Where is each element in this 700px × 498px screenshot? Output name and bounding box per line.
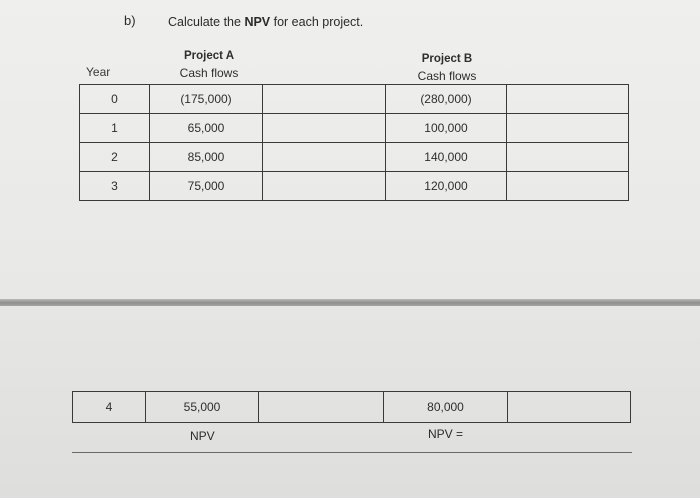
year-cell: 3 xyxy=(80,172,150,201)
project-b-cash-flow-cell: 120,000 xyxy=(386,172,507,201)
project-a-work-cell[interactable] xyxy=(263,85,386,114)
project-b-title: Project B xyxy=(421,53,473,65)
project-a-cash-flow-cell: 75,000 xyxy=(150,172,263,201)
year-cell: 4 xyxy=(73,392,146,423)
project-a-work-cell[interactable] xyxy=(263,114,386,143)
table-row xyxy=(80,85,629,114)
project-a-cash-flow-cell: 55,000 xyxy=(146,392,259,423)
table-row xyxy=(73,392,631,423)
question-part-label: b) xyxy=(124,13,136,28)
project-b-cash-flow-cell: 80,000 xyxy=(384,392,508,423)
project-b-subtitle: Cash flows xyxy=(417,69,477,83)
project-a-cash-flow-cell: 85,000 xyxy=(150,143,263,172)
question-instruction xyxy=(168,15,363,29)
project-a-cash-flow-cell: 65,000 xyxy=(150,114,263,143)
project-a-work-cell[interactable] xyxy=(259,392,384,423)
project-b-cash-flow-cell: 140,000 xyxy=(386,143,507,172)
year-cell: 1 xyxy=(80,114,150,143)
project-b-work-cell[interactable] xyxy=(507,143,629,172)
project-b-npv-label: NPV = xyxy=(428,427,464,441)
project-b-header xyxy=(405,51,489,85)
project-a-work-cell[interactable] xyxy=(263,143,386,172)
project-b-work-cell[interactable] xyxy=(508,392,631,423)
table-row xyxy=(80,172,629,201)
cash-flow-table-continued xyxy=(72,391,631,423)
project-a-npv-label: NPV xyxy=(190,429,215,443)
instruction-prefix: Calculate the xyxy=(168,15,245,29)
project-a-subtitle: Cash flows xyxy=(179,66,239,80)
cash-flow-table xyxy=(79,84,629,201)
year-cell: 2 xyxy=(80,143,150,172)
project-a-title: Project A xyxy=(183,50,235,62)
instruction-npv-term: NPV xyxy=(244,15,271,29)
project-a-work-cell[interactable] xyxy=(263,172,386,201)
table-row xyxy=(80,143,629,172)
project-b-cash-flow-cell: (280,000) xyxy=(386,85,507,114)
project-b-cash-flow-cell: 100,000 xyxy=(386,114,507,143)
year-column-header: Year xyxy=(86,65,111,79)
table-row xyxy=(80,114,629,143)
instruction-suffix: for each project. xyxy=(270,15,364,29)
project-b-work-cell[interactable] xyxy=(507,85,629,114)
project-b-work-cell[interactable] xyxy=(507,114,629,143)
answer-line xyxy=(72,452,632,453)
project-b-work-cell[interactable] xyxy=(507,172,629,201)
project-a-cash-flow-cell: (175,000) xyxy=(150,85,263,114)
year-cell: 0 xyxy=(80,85,150,114)
project-a-header xyxy=(164,48,254,82)
